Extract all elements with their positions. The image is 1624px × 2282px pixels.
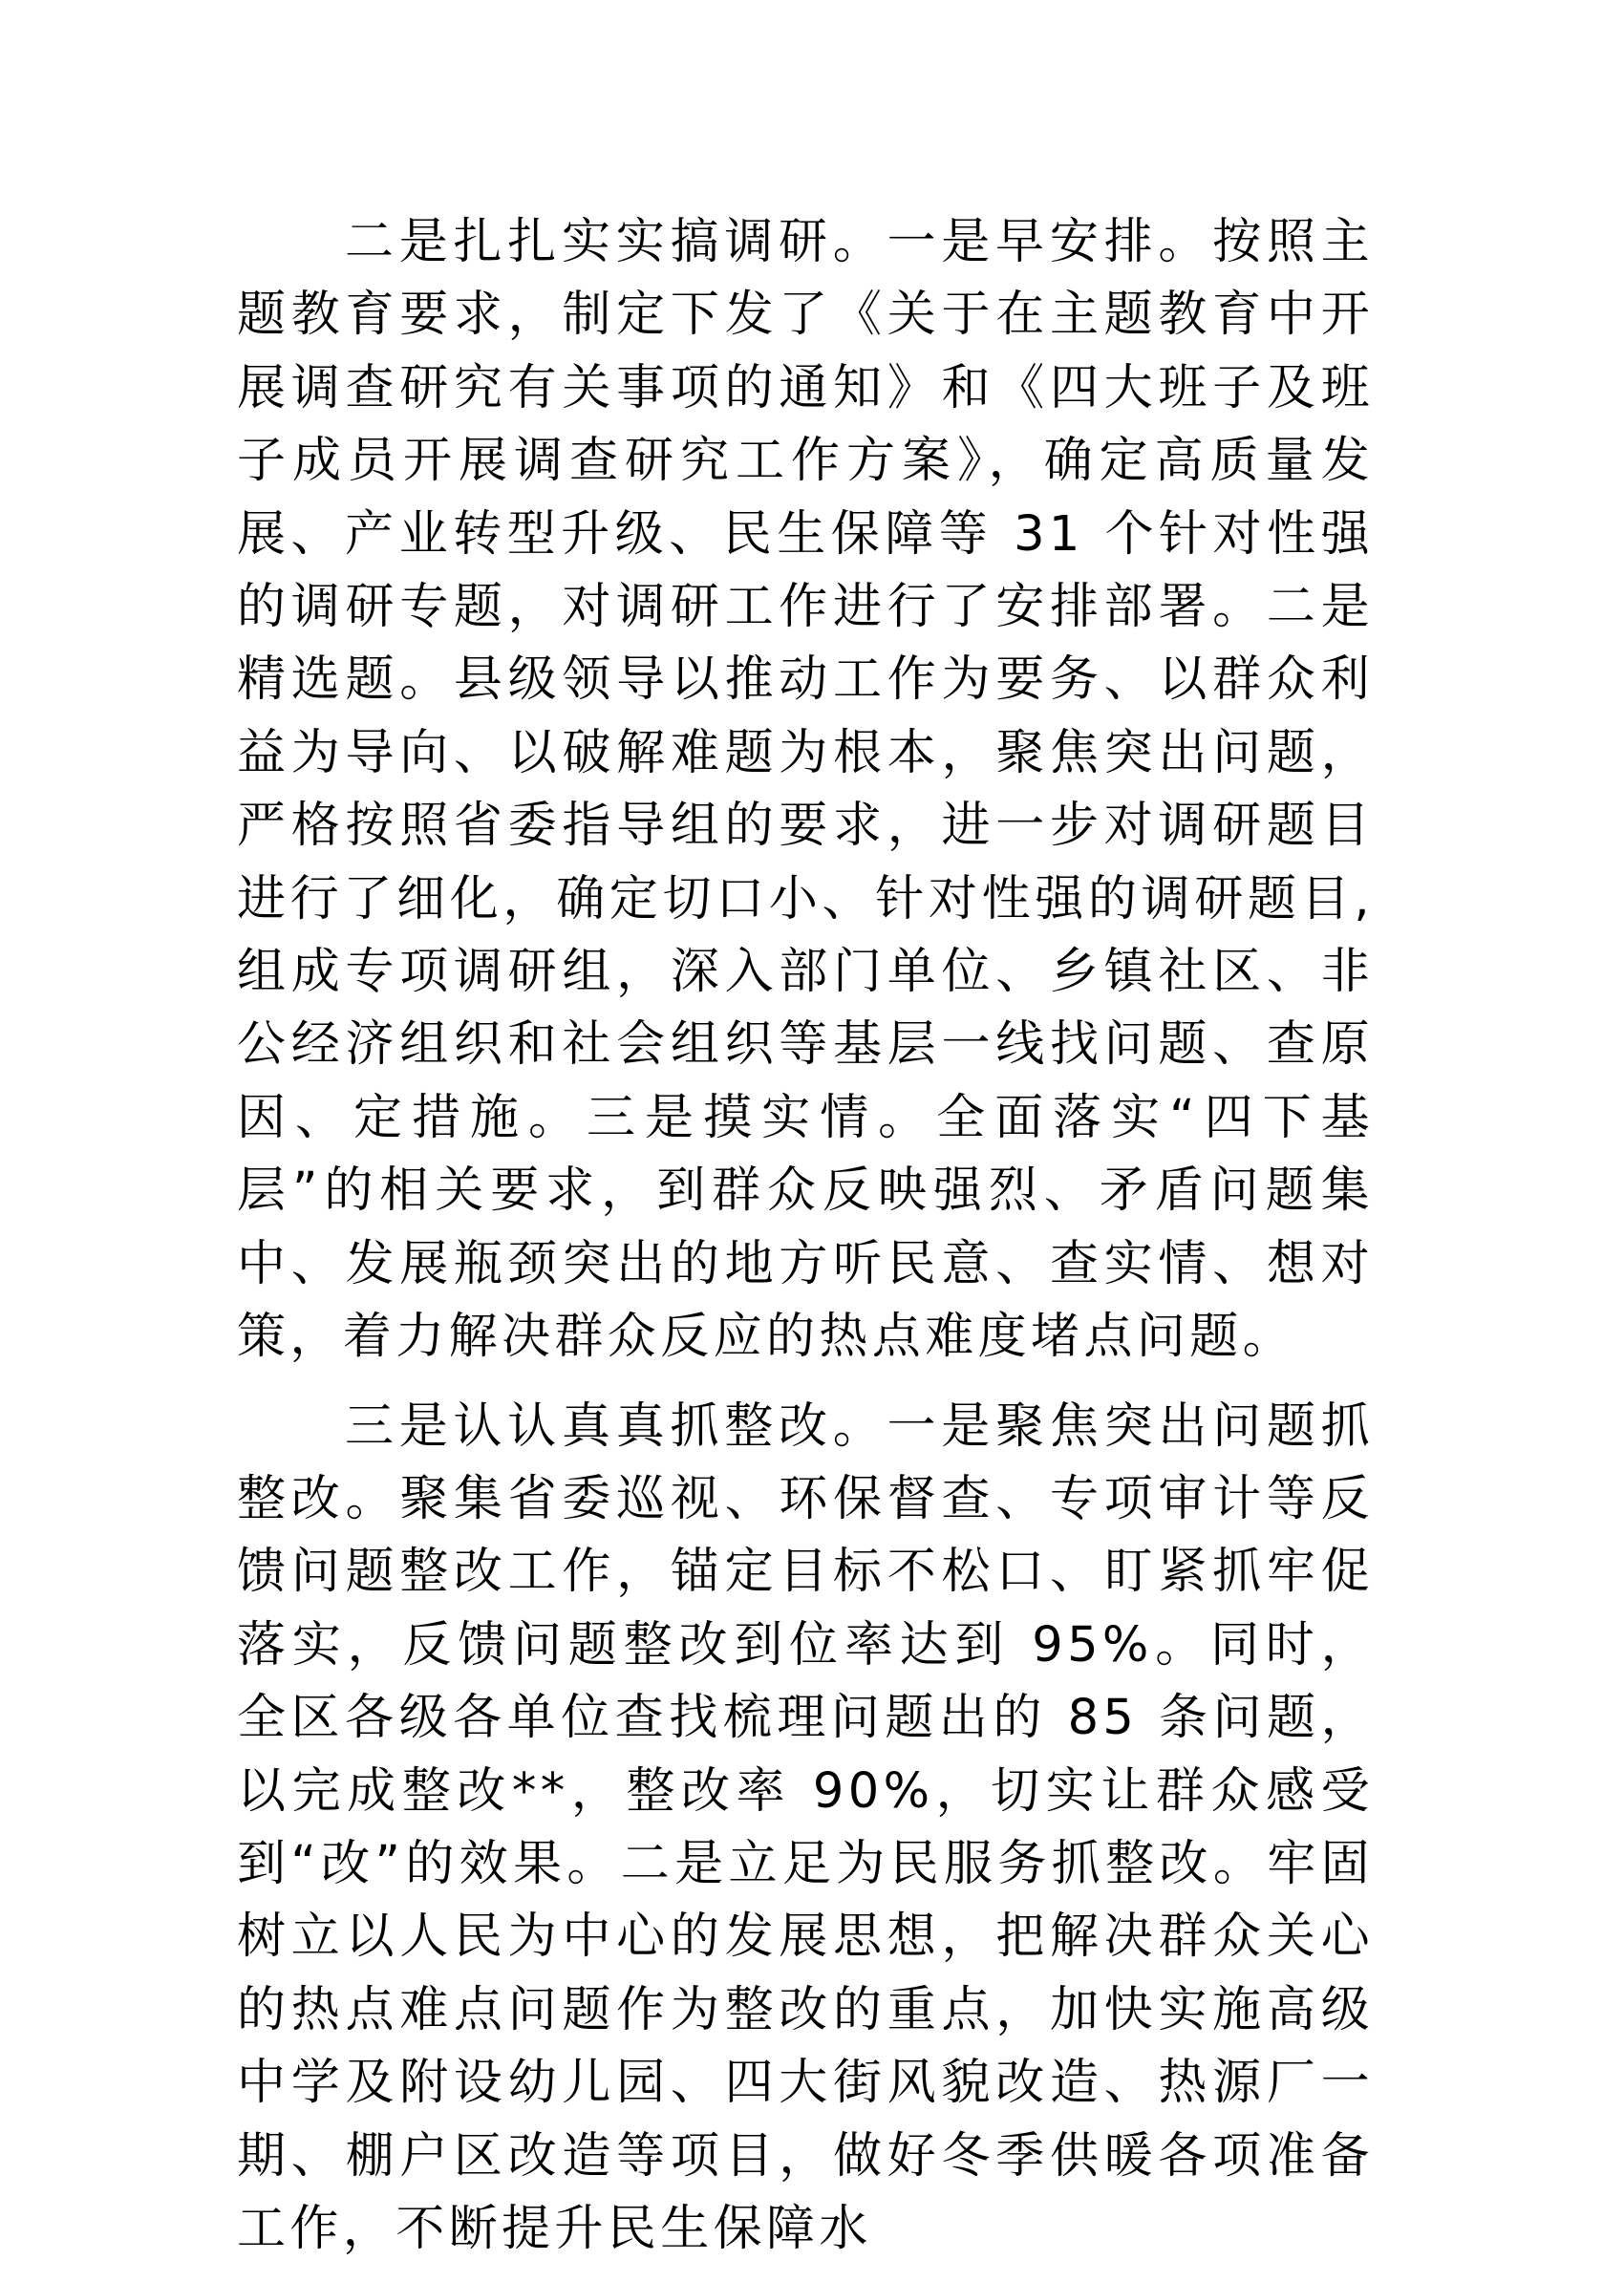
paragraph-rectification: 三是认认真真抓整改。一是聚焦突出问题抓整改。聚集省委巡视、环保督查、专项审计等反馈问题整改工作，锚定目标不松口、盯紧抓牢促落实，反馈问题整改到位率达到 95%。同时，全区各级各单位查找梳理问题出的 85 条问题，以完成整改**，整改率 90%，切实让群众感受到“改”的效果。二是立足为民服务抓整改。牢固树立以人民为中心的发展思想，把解决群众关心的热点难点问题作为整改的重点，加快实施高级中学及附设幼儿园、四大街风貌改造、热源厂一期、棚户区改造等项目，做好冬季供暖各项准备工作，不断提升民生保障水 xyxy=(237,1397,1374,2257)
paragraph-research: 二是扎扎实实搞调研。一是早安排。按照主题教育要求，制定下发了《关于在主题教育中开展调查研究有关事项的通知》和《四大班子及班子成员开展调查研究工作方案》，确定高质量发展、产业转型升级、民生保障等 31 个针对性强的调研专题，对调研工作进行了安排部署。二是精选题。县级领导以推动工作为要务、以群众利益为导向、以破解难题为根本，聚焦突出问题，严格按照省委指导组的要求，进一步对调研题目进行了细化，确定切口小、针对性强的调研题目,组成专项调研组，深入部门单位、乡镇社区、非公经济组织和社会组织等基层一线找问题、查原因、定措施。三是摸实情。全面落实“四下基层”的相关要求，到群众反映强烈、矛盾问题集中、发展瓶颈突出的地方听民意、查实情、想对策，着力解决群众反应的热点难度堵点问题。 xyxy=(237,214,1374,1366)
document-page xyxy=(237,206,1374,2282)
